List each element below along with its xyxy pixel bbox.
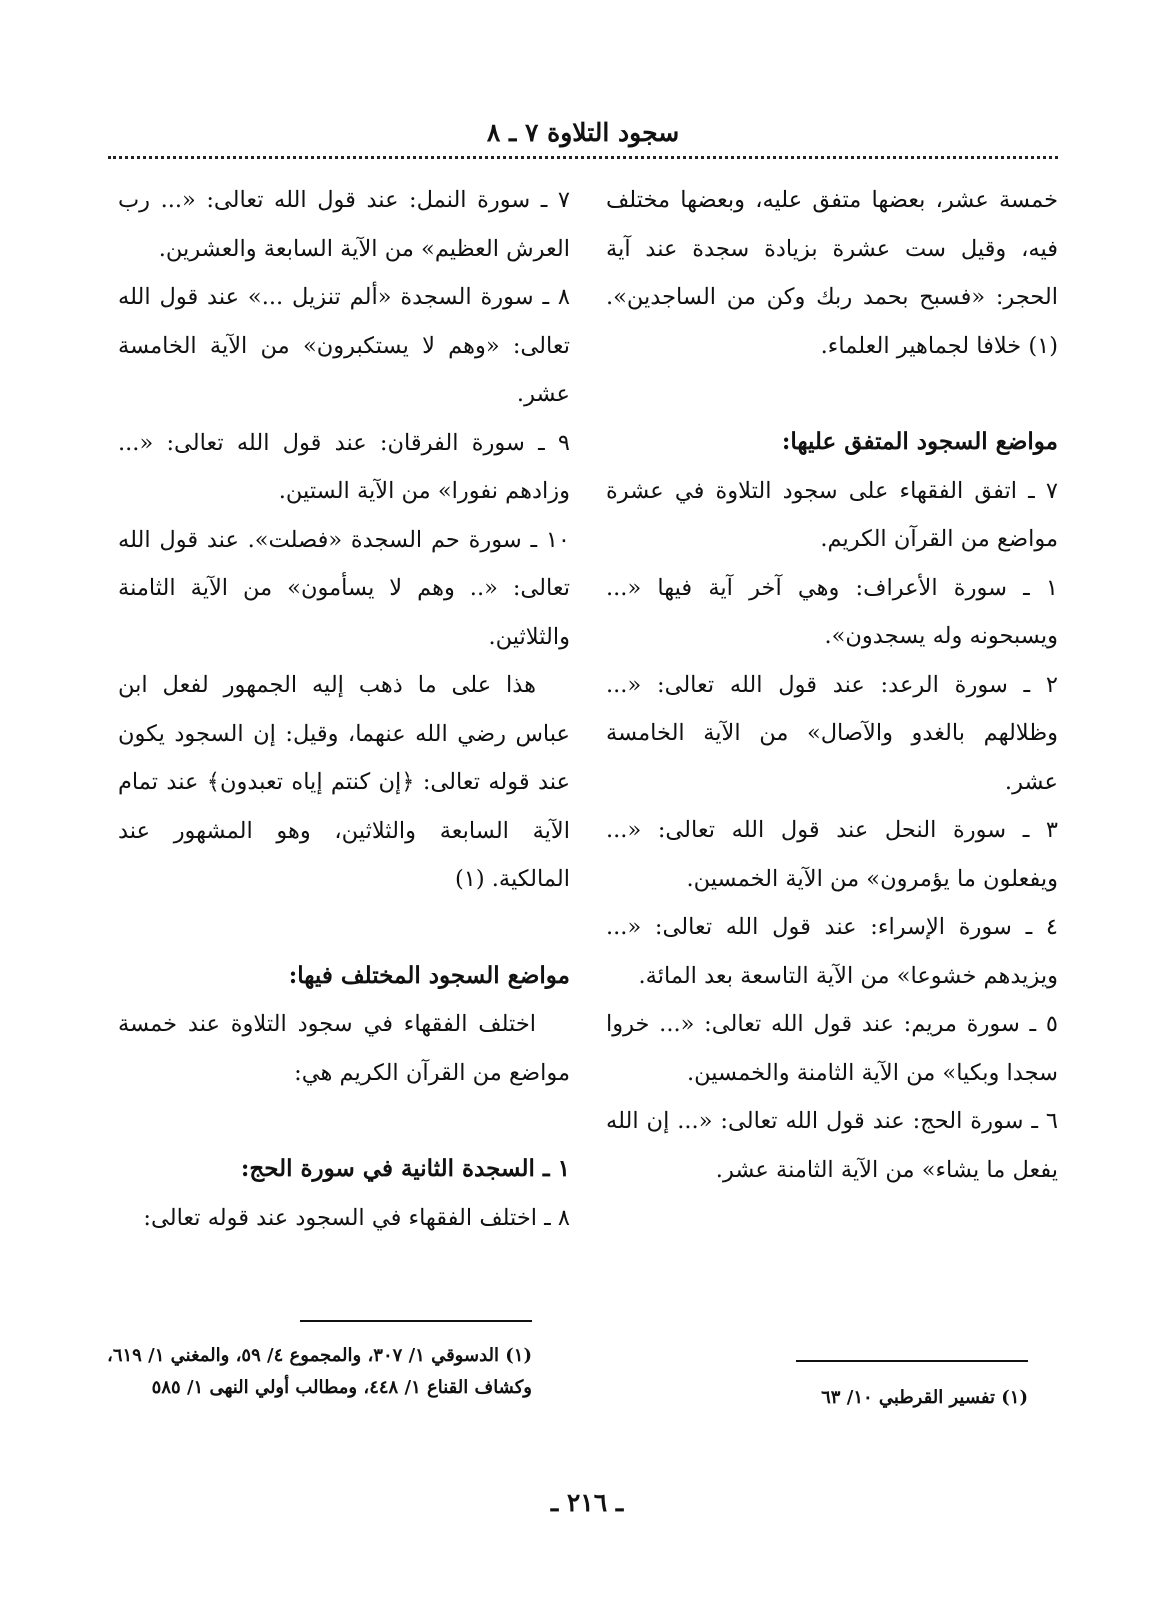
paragraph: ٦ ـ سورة الحج: عند قول الله تعالى: «... إن الله يفعل ما يشاء» من الآية الثامنة عشر. [606, 1108, 1058, 1183]
footnote-left-line1: (١) الدسوقي ١/ ٣٠٧، والمجموع ٤/ ٥٩، والمغني ١/ ٦١٩، [107, 1345, 532, 1366]
paragraph: ١٠ ـ سورة حم السجدة «فصلت». عند قول الله تعالى: «.. وهم لا يسأمون» من الآية الثامنة والثلاثين. [118, 526, 570, 650]
paragraph: ٥ ـ سورة مريم: عند قول الله تعالى: «... خروا سجدا وبكيا» من الآية الثامنة والخمسين. [606, 1011, 1058, 1086]
footnote-right: (١) تفسير القرطبي ١٠/ ٦٣ [821, 1387, 1028, 1408]
section-gap [118, 1097, 570, 1145]
page-number: ـ ٢١٦ ـ [550, 1488, 624, 1517]
section-gap [606, 370, 1058, 418]
paragraph: ٧ ـ اتفق الفقهاء على سجود التلاوة في عشرة مواضع من القرآن الكريم. [606, 477, 1058, 552]
paragraph: ٣ ـ سورة النحل عند قول الله تعالى: «... ويفعلون ما يؤمرون» من الآية الخمسين. [606, 817, 1058, 892]
section-heading: مواضع السجود المختلف فيها: [288, 961, 570, 989]
paragraph: ٩ ـ سورة الفرقان: عند قول الله تعالى: «... وزادهم نفورا» من الآية الستين. [118, 429, 570, 504]
paragraph: اختلف الفقهاء في سجود التلاوة عند خمسة مواضع من القرآن الكريم هي: [118, 1011, 570, 1086]
paragraph: ٨ ـ سورة السجدة «ألم تنزيل ...» عند قول الله تعالى: «وهم لا يستكبرون» من الآية الخامسة عشر. [118, 284, 570, 407]
right-column [606, 176, 1058, 1194]
paragraph: ٢ ـ سورة الرعد: عند قول الله تعالى: «... وظلالهم بالغدو والآصال» من الآية الخامسة عشر. [606, 671, 1058, 795]
paragraph: ٤ ـ سورة الإسراء: عند قول الله تعالى: «... ويزيدهم خشوعا» من الآية التاسعة بعد المائة. [606, 914, 1058, 989]
left-column [118, 176, 570, 1242]
paragraph: ١ ـ سورة الأعراف: وهي آخر آية فيها «... ويسبحونه وله يسجدون». [606, 574, 1058, 649]
footnote-rule-right [796, 1360, 1028, 1362]
section-heading: ١ ـ السجدة الثانية في سورة الحج: [240, 1155, 570, 1182]
footnote-rule-left [300, 1320, 532, 1322]
section-gap [118, 904, 570, 952]
header-divider [108, 156, 1058, 159]
paragraph: ٨ ـ اختلف الفقهاء في السجود عند قوله تعالى: [143, 1204, 570, 1231]
footnote-left-line2: وكشاف القناع ١/ ٤٤٨، ومطالب أولي النهى ١/ ٥٨٥ [151, 1377, 532, 1398]
paragraph: هذا على ما ذهب إليه الجمهور لفعل ابن عباس رضي الله عنهما، وقيل: إن السجود يكون عند قوله تعالى: ﴿إن كنتم إياه تعبدون﴾ عند تمام الآية السابعة والثلاثين، وهو المشهور عند المالكية. (١) [118, 672, 570, 892]
running-header: سجود التلاوة ٧ ـ ٨ [486, 118, 680, 147]
section-heading: مواضع السجود المتفق عليها: [781, 428, 1058, 455]
paragraph: ٧ ـ سورة النمل: عند قول الله تعالى: «... رب العرش العظيم» من الآية السابعة والعشرين. [118, 187, 570, 262]
paragraph: خمسة عشر، بعضها متفق عليه، وبعضها مختلف فيه، وقيل ست عشرة بزيادة سجدة عند آية الحجر: «فسبح بحمد ربك وكن من الساجدين». (١) خلافا لجماهير العلماء. [606, 187, 1058, 359]
